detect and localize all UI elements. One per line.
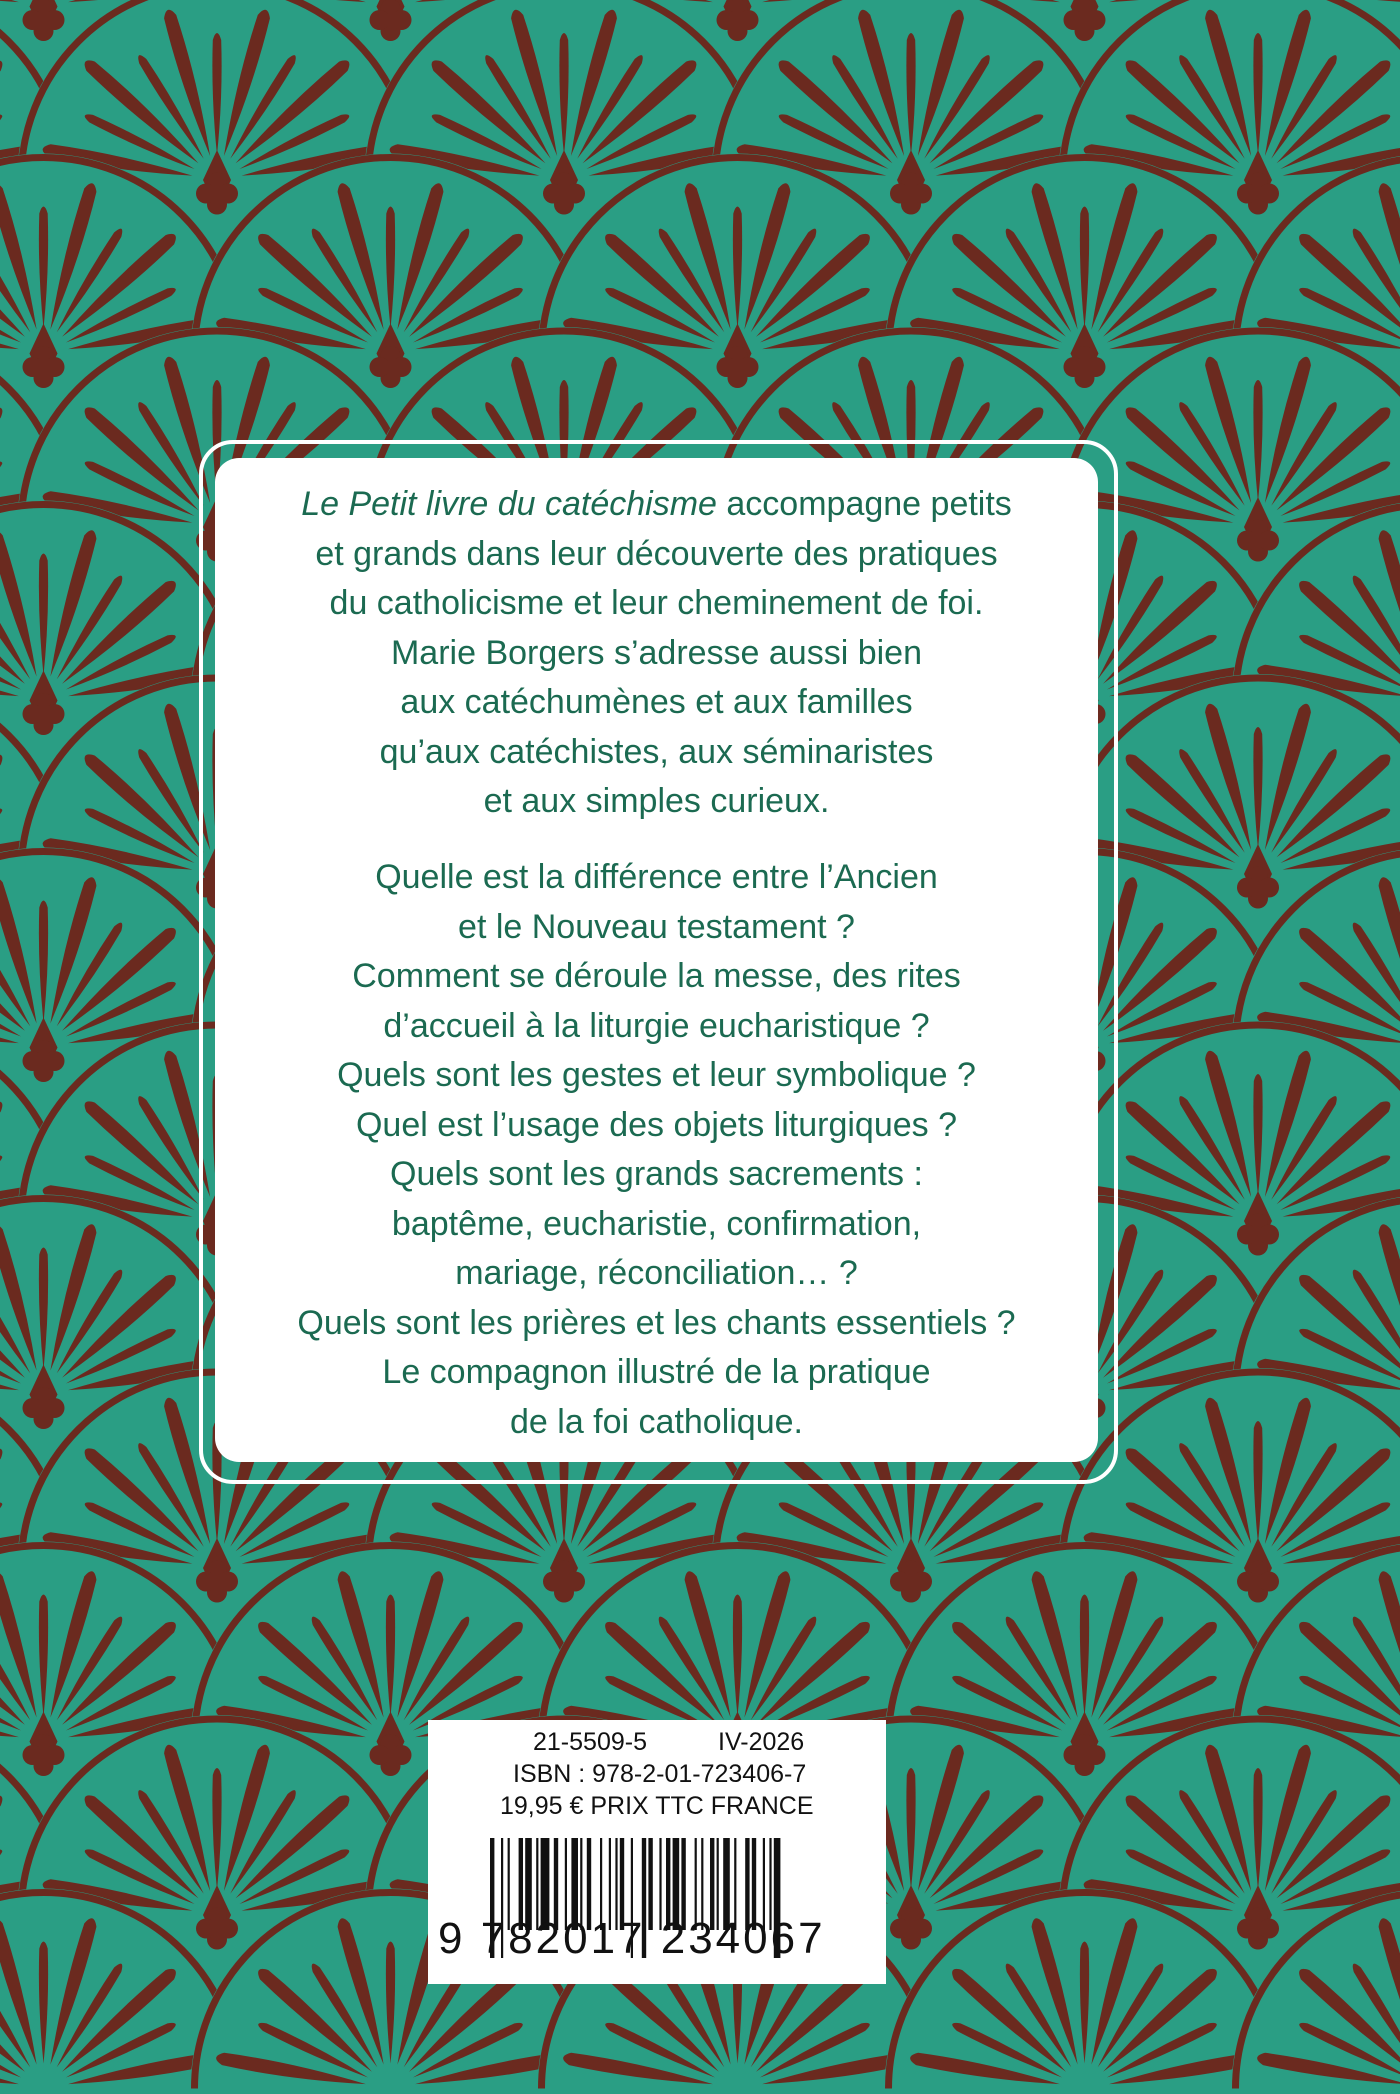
barcode-digits: 9 782017 234067 <box>438 1914 826 1963</box>
blurb-line: Le compagnon illustré de la pratique <box>382 1353 931 1391</box>
isbn: ISBN : 978-2-01-723406-7 <box>513 1760 807 1788</box>
blurb-line: Quelle est la différence entre l’Ancien <box>375 858 938 896</box>
blurb-box <box>215 458 1098 1462</box>
blurb-line: et aux simples curieux. <box>483 782 830 820</box>
product-code: 21-5509-5 <box>533 1728 647 1756</box>
blurb-paragraph-1: Le Petit livre du catéchisme accompagne petits et grands dans leur découverte des pratiques du catholicisme et leur cheminement de foi. Marie Borgers s’adresse aussi bien aux catéchumènes et aux familles qu’aux catéchistes, aux séminaristes et aux simples curieux. <box>215 480 1098 827</box>
barcode-panel <box>428 1720 886 1984</box>
book-title: Le Petit livre du catéchisme <box>301 485 717 523</box>
blurb-line: Quels sont les gestes et leur symbolique ? <box>337 1056 976 1094</box>
blurb-line: Quels sont les grands sacrements : <box>390 1155 923 1193</box>
price: 19,95 € PRIX TTC FRANCE <box>500 1792 814 1820</box>
blurb-line: du catholicisme et leur cheminement de foi. <box>329 584 984 622</box>
blurb-line: et grands dans leur découverte des pratiques <box>315 534 998 573</box>
blurb-line: Quels sont les prières et les chants essentiels ? <box>297 1303 1016 1342</box>
blurb-line: Comment se déroule la messe, des rites <box>352 957 961 995</box>
blurb-line: baptême, eucharistie, confirmation, <box>391 1204 922 1243</box>
blurb-line: qu’aux catéchistes, aux séminaristes <box>379 732 934 771</box>
blurb-line: Marie Borgers s’adresse aussi bien <box>390 633 923 672</box>
blurb-line: mariage, réconciliation… ? <box>455 1254 858 1292</box>
blurb-line: de la foi catholique. <box>510 1402 803 1441</box>
blurb-line: aux catéchumènes et aux familles <box>400 683 913 721</box>
blurb-line: et le Nouveau testament ? <box>458 907 855 946</box>
blurb-paragraph-2 <box>215 853 1098 1447</box>
edition-code: IV-2026 <box>718 1728 805 1756</box>
blurb-line: Quel est l’usage des objets liturgiques ? <box>355 1105 958 1144</box>
fan-ornament <box>885 1889 1285 2091</box>
blurb-line: d’accueil à la liturgie eucharistique ? <box>383 1006 930 1045</box>
